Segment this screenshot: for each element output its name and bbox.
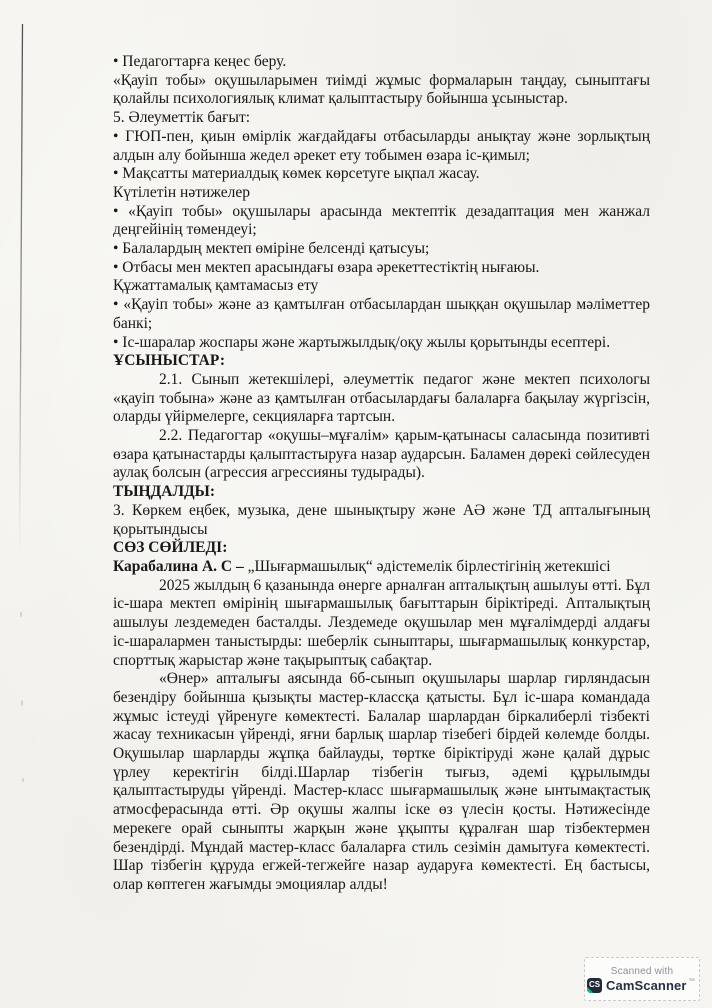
camscanner-logo-icon: CS — [587, 978, 602, 993]
trademark-symbol: ™ — [688, 977, 695, 985]
camscanner-wordmark — [587, 978, 697, 993]
bullet-item: • Іс-шаралар жоспары және жартыжылдық/оқу жылы қорытынды есептері. — [113, 333, 611, 351]
bullet-item: • Балалардың мектеп өміріне белсенді қатысуы; — [113, 240, 430, 258]
camscanner-label: CamScanner — [606, 977, 687, 993]
bullet-item: • «Қауіп тобы» оқушылары арасында мектептік дезадаптация мен жанжал деңгейінің төмендеуі; — [113, 202, 650, 239]
scan-speck — [22, 778, 24, 782]
body-paragraph: Құжаттамалық қамтамасыз ету — [113, 277, 319, 295]
bullet-item: • Педагогтарға кеңес беру. — [113, 53, 287, 70]
document-text — [113, 53, 650, 895]
body-paragraph: «Қауіп тобы» оқушыларымен тиімді жұмыс формаларын таңдау, сыныптағы қолайлы психологиялық климат қалыптастыру бойынша ұсыныстар. — [113, 71, 650, 108]
body-paragraph: 5. Әлеуметтік бағыт: — [113, 109, 251, 127]
body-paragraph: «Өнер» апталығы аясында 6б-сынып оқушылары шарлар гирляндасын безендіру бойынша қызықты мастер-классқа қатысты. Бұл іс-шара командада жұмыс істеуді үйренуге көмектесті. Балалар шарлардан біркалиберлі тізбекті жасау техникасын үйренді, яғни барлық шарлар тізебегі бірдей көлемде болды. Оқушылар шарларды жұпқа байлауды, төртке біріктіруді және қалай дұрыс үрлеу керектігін білді.Шарлар тізбегін тығыз, әдемі құрылымды қалыптастыруды үйренді. Мастер-класс шығармашылық және ынтымақтастық атмосферасында өтті. Әр оқушы жалпы іске өз үлесін қосты. Нәтижесінде мерекеге орай сыныпты жарқын және ұқыпты құралған шар тізбектермен безендірді. Мұндай мастер-класс балаларға стиль сезімін дамытуға көмектесті. Шар тізбегін құруда егжей-тегжейге назар аударуға көмектесті. Ең бастысы, олар көптеген жағымды эмоциялар алды! — [113, 670, 650, 893]
scan-speck — [20, 612, 22, 617]
section-heading: ТЫҢДАЛДЫ: — [113, 483, 216, 501]
bullet-item: • Отбасы мен мектеп арасындағы өзара әрекеттестіктің нығаюы. — [113, 258, 540, 276]
body-paragraph: Күтілетін нәтижелер — [113, 183, 251, 201]
speaker-name: Карабалина А. С – — [113, 557, 244, 575]
scanned-with-label: Scanned with — [610, 965, 674, 977]
body-paragraph: 2.2. Педагогтар «оқушы–мұғалім» қарым-қатынасы саласында позитивті өзара қатынастарды қалыптастыруға назар аударсын. Баламен дөрекі сөйлесуден аулақ болсын (агрессия агрессияны тудырады). — [113, 427, 650, 482]
body-paragraph: 2025 жылдың 6 қазанында өнерге арналған апталықтың ашылуы өтті. Бұл іс-шара мектеп өмірінің шығармашылық бағыттарын біріктіреді. Апталықтың ашылуы лездемеден басталды. Лездемеде оқушылар мен мұғалімдерді алдағы іс-шаралармен таныстырды: шеберлік сыныптары, шығармашылық конкурстар, спорттық жарыстар және тақырыптық сабақтар. — [113, 576, 650, 669]
speaker-line — [113, 558, 650, 577]
body-paragraph: 2.1. Сынып жетекшілері, әлеуметтік педагог және мектеп психологы «қауіп тобына» және аз қамтылған отбасылардағы балаларға бақылау жүргізсін, оларды үйірмелерге, секцияларға тартсын. — [113, 370, 650, 426]
bullet-item: • Мақсатты материалдық көмек көрсетуге ықпал жасау. — [113, 165, 480, 183]
section-heading: ҰСЫНЫСТАР: — [113, 352, 226, 370]
body-paragraph: 3. Көркем еңбек, музыка, дене шынықтыру және АӘ және ТД апталығының қорытындысы — [113, 501, 650, 538]
camscanner-badge[interactable] — [584, 957, 700, 1001]
speaker-title: „Шығармашылық“ әдістемелік бірлестігінің жетекшісі — [243, 557, 611, 575]
bullet-item: • ГЮП-пен, қиын өмірлік жағдайдағы отбасыларды анықтау және зорлықтың алдын алу бойынша жедел әрекет ету тобымен өзара іс-қимыл; — [113, 127, 650, 164]
bullet-item: • «Қауіп тобы» және аз қамтылған отбасылардан шыққан оқушылар мәліметтер банкі; — [113, 296, 650, 332]
scan-speck — [21, 700, 23, 706]
section-heading: СӨЗ СӨЙЛЕДІ: — [113, 539, 228, 557]
